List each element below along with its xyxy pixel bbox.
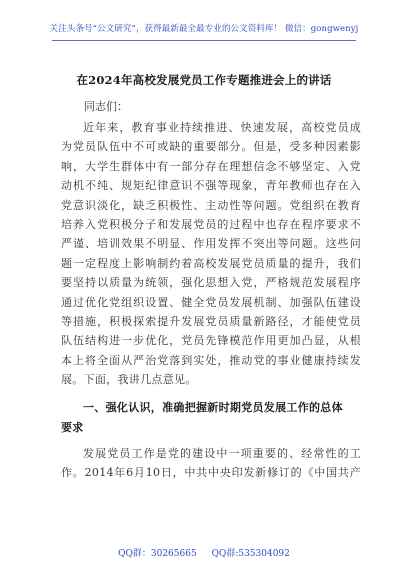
paragraph-line: 题一定程度上影响制约着高校发展党员质量的提升，我们 bbox=[61, 256, 361, 270]
paragraph-line: 要坚持以质量为统领，强化思想入党，严格规范发展程序 bbox=[61, 276, 361, 290]
paragraph-line: 近年来，教育事业持续推进、快速发展，高校党员成 bbox=[83, 121, 361, 134]
section-heading-line: 要求 bbox=[61, 421, 84, 434]
paragraph-line: 为党员队伍中不可或缺的重要部分。但是，受多种因素影 bbox=[61, 140, 361, 154]
paragraph-line: 队伍结构进一步优化，党员先锋模范作用更加凸显，从根 bbox=[61, 334, 361, 348]
paragraph-line: 作。2014年6月10日，中共中央印发新修订的《中国共产 bbox=[61, 466, 361, 480]
header-notice: 关注头条号“公文研究”，获得最新最全最专业的公文资料库！ 微信：gongwenyj bbox=[49, 24, 359, 34]
footer bbox=[0, 546, 408, 559]
paragraph-line: 展。下面，我讲几点意见。 bbox=[61, 373, 197, 387]
paragraph-line: 通过优化党组织设置、健全党员发展机制、加强队伍建设 bbox=[61, 295, 361, 309]
paragraph-line: 党意识淡化，缺乏积极性、主动性等问题。党组织在教育 bbox=[61, 198, 361, 212]
paragraph-1 bbox=[61, 118, 361, 389]
paragraph-line: 动机不纯、规矩纪律意识不强等现象，青年教师也存在入 bbox=[61, 179, 361, 193]
paragraph-line: 严谨、培训效果不明显、作用发挥不突出等问题。这些问 bbox=[61, 237, 361, 251]
paragraph-line: 等措施，积极探索提升发展党员质量新路径，才能使党员 bbox=[61, 314, 361, 328]
footer-qq-group-1: QQ群：30265665 bbox=[118, 549, 197, 559]
header-divider bbox=[52, 40, 356, 41]
paragraph-2 bbox=[61, 444, 361, 483]
paragraph-line: 培养入党积极分子和发展党员的过程中也存在程序要求不 bbox=[61, 217, 361, 231]
greeting: 同志们： bbox=[84, 100, 128, 113]
document-title: 在2024年高校发展党员工作专题推进会上的讲话 bbox=[76, 73, 332, 87]
paragraph-line: 发展党员工作是党的建设中一项重要的、经常性的工 bbox=[83, 447, 361, 460]
footer-qq-group-2: QQ群:535304092 bbox=[211, 549, 290, 559]
paragraph-line: 响，大学生群体中有一部分存在理想信念不够坚定、入党 bbox=[61, 159, 361, 173]
section-heading-line: 一、强化认识，准确把握新时期党员发展工作的总体 bbox=[83, 401, 343, 414]
section-heading-1 bbox=[61, 398, 361, 438]
paragraph-line: 本上将全面从严治党落到实处，推动党的事业健康持续发 bbox=[61, 353, 361, 367]
